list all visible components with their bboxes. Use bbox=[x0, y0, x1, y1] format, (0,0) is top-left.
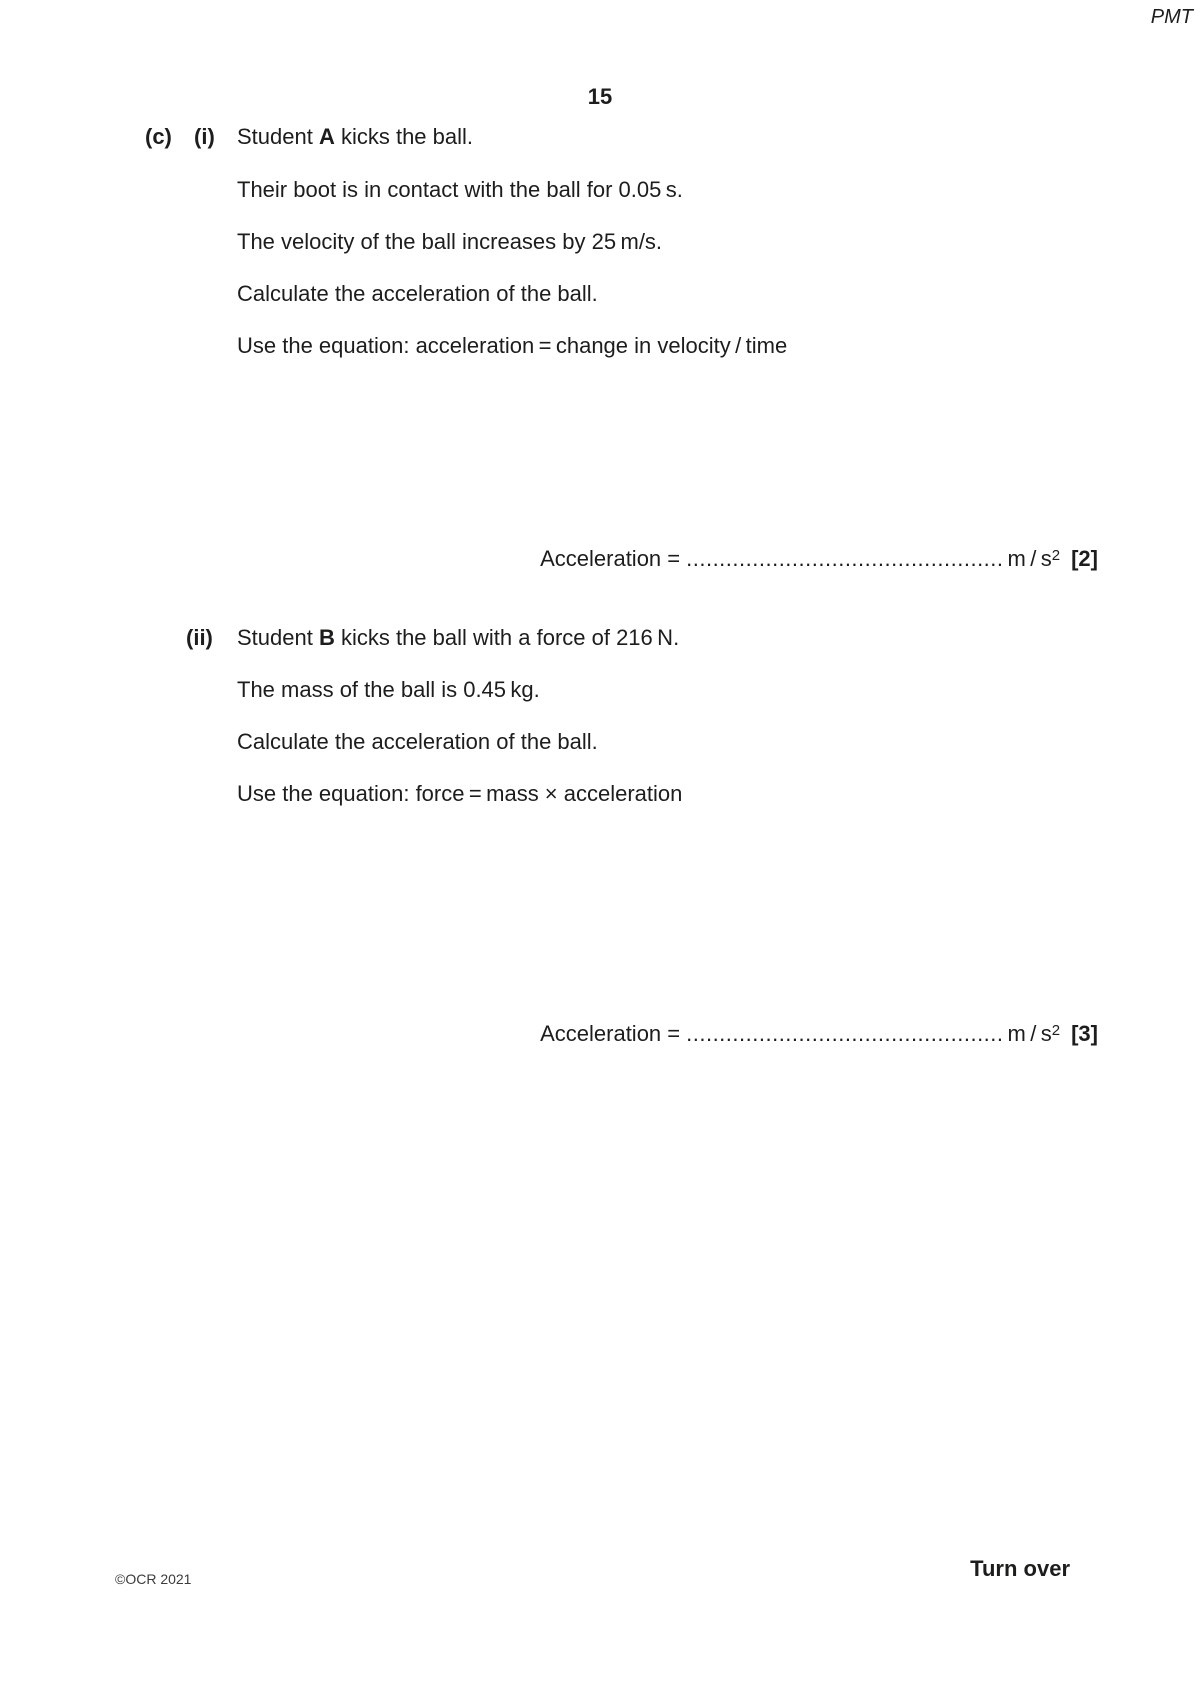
question-label-c: (c) bbox=[145, 124, 172, 149]
part-ii-answer-unit: m / $s^2$ bbox=[1007, 1021, 1061, 1046]
part-i-text-line: Their boot is in contact with the ball for 0.05 s. bbox=[237, 177, 683, 202]
part-ii-equation-line: Use the equation: force = mass × acceleration bbox=[237, 781, 683, 806]
turn-over-label: Turn over bbox=[970, 1556, 1070, 1581]
part-i-answer-label: Acceleration = bbox=[540, 546, 681, 571]
part-i-answer-unit: m / $s^2$ bbox=[1007, 546, 1061, 571]
part-i-text-line: The velocity of the ball increases by 25 m/s. bbox=[237, 229, 663, 254]
part-i-intro-line bbox=[237, 124, 473, 150]
part-i-answer-dotted-line: ................................................ bbox=[686, 546, 1004, 571]
pmt-watermark: PMT bbox=[1150, 6, 1193, 28]
part-i-marks-badge: [2] bbox=[1071, 546, 1098, 571]
part-ii-intro-line bbox=[237, 625, 679, 651]
part-ii-answer-label: Acceleration = bbox=[540, 1021, 681, 1046]
question-label-i: (i) bbox=[194, 124, 215, 149]
part-ii-answer-unit-exponent: 2 bbox=[1051, 1022, 1061, 1039]
part-ii-intro-post: kicks the ball with a force of 216 N. bbox=[334, 625, 680, 650]
part-ii-text-line: Calculate the acceleration of the ball. bbox=[237, 729, 598, 754]
part-i-answer-unit-exponent: 2 bbox=[1051, 547, 1061, 564]
part-ii-intro-pre: Student bbox=[237, 625, 319, 650]
part-ii-marks-badge: [3] bbox=[1071, 1021, 1098, 1046]
part-ii-intro-student-letter: B bbox=[318, 625, 335, 650]
part-i-intro-student-letter: A bbox=[318, 124, 335, 149]
part-i-intro-post: kicks the ball. bbox=[334, 124, 474, 149]
part-ii-answer-line bbox=[0, 1021, 1098, 1047]
part-ii-text-line: The mass of the ball is 0.45 kg. bbox=[237, 677, 540, 702]
part-i-text-line: Calculate the acceleration of the ball. bbox=[237, 281, 598, 306]
part-i-answer-line bbox=[0, 546, 1098, 572]
part-ii-answer-dotted-line: ................................................ bbox=[686, 1021, 1004, 1046]
page-number: 15 bbox=[587, 84, 613, 109]
question-label-ii: (ii) bbox=[186, 625, 213, 650]
part-i-intro-pre: Student bbox=[237, 124, 319, 149]
copyright-notice: ©OCR 2021 bbox=[115, 1571, 192, 1587]
part-i-equation-line: Use the equation: acceleration = change in velocity / time bbox=[237, 333, 788, 358]
